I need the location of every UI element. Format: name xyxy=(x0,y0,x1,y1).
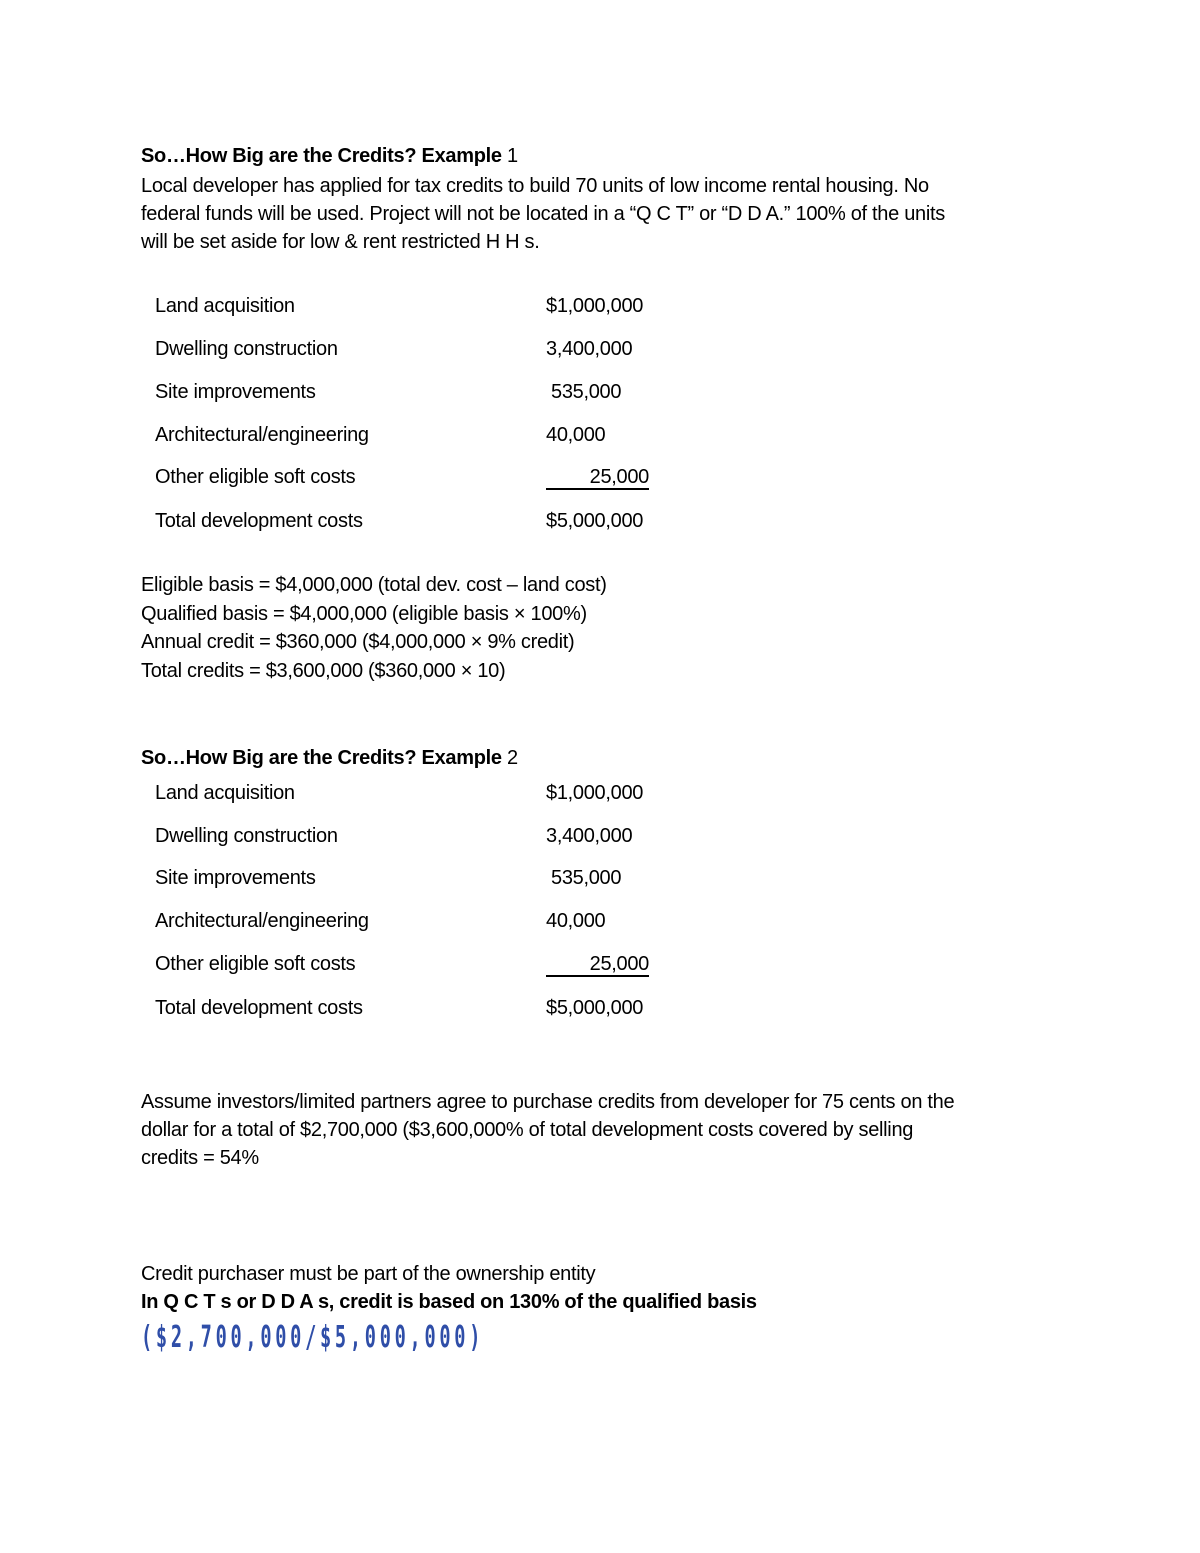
cost-label: Architectural/engineering xyxy=(155,424,369,446)
calc-line: Annual credit = $360,000 ($4,000,000 × 9% credit) xyxy=(141,631,575,653)
intro-line: federal funds will be used. Project will not be located in a “Q C T” or “D D A.” 100% of the units xyxy=(141,203,945,225)
cost-amount: $1,000,000 xyxy=(546,782,644,804)
calc-line: Qualified basis = $4,000,000 (eligible basis × 100%) xyxy=(141,602,587,625)
cost-amount: 3,400,000 xyxy=(546,338,633,360)
example1-intro xyxy=(141,172,1061,256)
cost-amount-underlined: 25,000 xyxy=(546,953,649,977)
note-bold: 130% xyxy=(509,1291,560,1313)
assume-line: Assume investors/limited partners agree to purchase credits from developer for 75 cents on the xyxy=(141,1091,955,1113)
cost-row xyxy=(155,295,675,321)
cost-amount: 3,400,000 xyxy=(546,825,633,847)
calc-line: Total credits = $3,600,000 ($360,000 × 10) xyxy=(141,659,506,682)
cost-row xyxy=(155,381,675,407)
note-line-bold xyxy=(141,1288,1061,1316)
cost-label: Dwelling construction xyxy=(155,825,338,847)
intro-line: will be set aside for low & rent restricted H H s. xyxy=(141,231,540,253)
example2-heading xyxy=(141,747,518,770)
example2-heading-number: 2 xyxy=(506,747,518,769)
example2-assumption xyxy=(141,1088,1061,1172)
cost-amount: 535,000 xyxy=(551,381,622,403)
handwritten-annotation: ($2,700,000/$5,000,000) xyxy=(141,1320,485,1355)
example1-heading-number: 1 xyxy=(506,145,518,167)
cost-row xyxy=(155,867,675,893)
example2-heading-text: So…How Big are the Credits? Example xyxy=(141,747,502,769)
cost-label: Architectural/engineering xyxy=(155,910,369,932)
cost-row xyxy=(155,424,675,450)
cost-label: Other eligible soft costs xyxy=(155,953,356,975)
assume-line: dollar for a total of $2,700,000 ($3,600,000% of total development costs covered by selling xyxy=(141,1119,914,1141)
intro-line: Local developer has applied for tax credits to build 70 units of low income rental housing. No xyxy=(141,175,929,197)
cost-amount: $5,000,000 xyxy=(546,510,644,532)
cost-amount-underlined: 25,000 xyxy=(546,466,649,490)
cost-row xyxy=(155,953,675,979)
assume-line: credits = 54% xyxy=(141,1147,259,1169)
cost-row xyxy=(155,825,675,851)
note-pre: In Q C T s or D D A s, credit is based on xyxy=(141,1291,510,1313)
cost-label: Dwelling construction xyxy=(155,338,338,360)
cost-label: Total development costs xyxy=(155,997,363,1019)
cost-row xyxy=(155,466,675,492)
cost-label: Other eligible soft costs xyxy=(155,466,356,488)
cost-label: Site improvements xyxy=(155,381,316,403)
cost-row xyxy=(155,910,675,936)
calc-line: Eligible basis = $4,000,000 (total dev. cost – land cost) xyxy=(141,574,607,596)
cost-label: Land acquisition xyxy=(155,295,295,317)
note-line: Credit purchaser must be part of the ownership entity xyxy=(141,1263,596,1285)
example1-heading-text: So…How Big are the Credits? Example xyxy=(141,145,502,167)
example1-heading xyxy=(141,145,518,168)
cost-row xyxy=(155,338,675,364)
cost-row-total xyxy=(155,997,675,1023)
cost-label: Total development costs xyxy=(155,510,363,532)
cost-amount: 40,000 xyxy=(546,424,606,446)
cost-label: Site improvements xyxy=(155,867,316,889)
cost-amount: 535,000 xyxy=(551,867,622,889)
example1-calculations xyxy=(141,571,607,685)
example2-notes xyxy=(141,1260,1061,1316)
cost-label: Land acquisition xyxy=(155,782,295,804)
cost-amount: 40,000 xyxy=(546,910,606,932)
cost-row xyxy=(155,782,675,808)
cost-row-total xyxy=(155,510,675,536)
note-post: of the qualified basis xyxy=(559,1291,757,1313)
cost-amount: $1,000,000 xyxy=(546,295,644,317)
cost-amount: $5,000,000 xyxy=(546,997,644,1019)
